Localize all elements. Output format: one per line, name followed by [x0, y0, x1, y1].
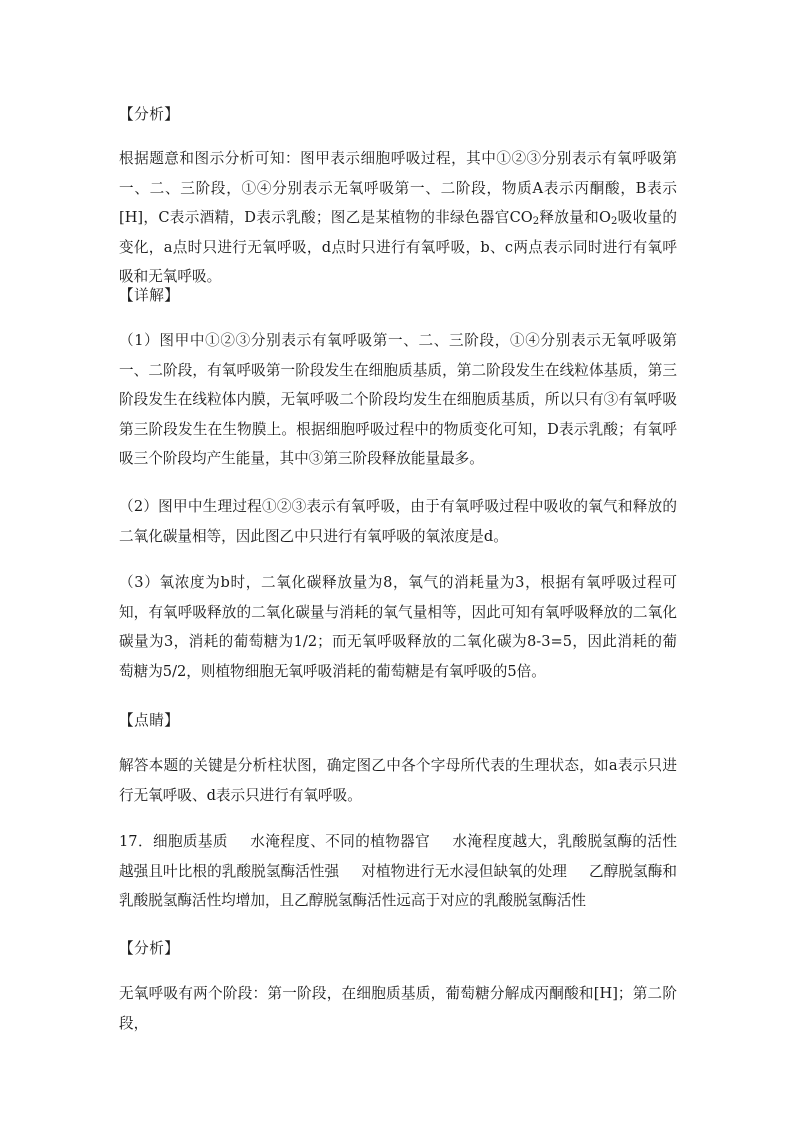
- detail-paragraph-1: （1）图甲中①②③分别表示有氧呼吸第一、二、三阶段，①④分别表示无氧呼吸第一、二阶段，有氧呼吸第一阶段发生在细胞质基质，第二阶段发生在线粒体基质，第三阶段发生在线粒体内膜，无氧呼吸二个阶段均发生在细胞质基质，所以只有③有氧呼吸第三阶段发生在生物膜上。根据细胞呼吸过程中的物质变化可知，D表示乳酸；有氧呼吸三个阶段均产生能量，其中③第三阶段释放能量最多。: [119, 332, 677, 468]
- analysis-text-part: 吸收量的变化，a点时只进行无氧呼吸，d点时只进行有氧呼吸，b、c两点表示同时进行有氧呼吸和无氧呼吸。: [119, 209, 677, 286]
- tips-paragraph: 解答本题的关键是分析柱状图，确定图乙中各个字母所代表的生理状态，如a表示只进行无氧呼吸、d表示只进行有氧呼吸。: [119, 757, 677, 804]
- subscript: 2: [532, 216, 540, 228]
- analysis-paragraph: [119, 144, 677, 292]
- analysis-text-part: 释放量和O: [539, 209, 611, 227]
- detail-paragraph-2: （2）图甲中生理过程①②③表示有氧呼吸，由于有氧呼吸过程中吸收的氧气和释放的二氧化碳量相等，因此图乙中只进行有氧呼吸的氧浓度是d。: [119, 498, 677, 545]
- answer-blank-2: 水淹程度、不同的植物器官: [249, 833, 431, 850]
- answer-blank-1: 细胞质基质: [152, 833, 228, 850]
- question-17-answer: [119, 827, 677, 916]
- analysis-heading-2: 【分析】: [119, 940, 180, 957]
- tips-heading: 【点睛】: [119, 712, 180, 729]
- analysis-paragraph-2: 无氧呼吸有两个阶段：第一阶段，在细胞质基质，葡萄糖分解成丙酮酸和[H]；第二阶段，: [119, 985, 677, 1032]
- analysis-text-part: 根据题意和图示分析可知：图甲表示细胞呼吸过程，其中①②③分别表示有氧呼吸第一、二、三阶段，①④分别表示无氧呼吸第一、二阶段，物质A表示丙酮酸，B表示[H]，C表示酒精，D表示乳酸；图乙是某植物的非绿色器官CO: [119, 150, 677, 227]
- subscript: 2: [611, 216, 618, 228]
- question-number: 17．: [119, 833, 153, 850]
- answer-blank-3: 水淹程度越大，乳酸脱氢酶的活性越强且叶比根的乳酸脱氢酶活性强: [119, 833, 677, 880]
- answer-blank-5: 乙醇脱氢酶和乳酸脱氢酶活性均增加，且乙醇脱氢酶活性远高于对应的乳酸脱氢酶活性: [119, 862, 677, 910]
- detail-paragraph-3: （3）氧浓度为b时，二氧化碳释放量为8，氧气的消耗量为3，根据有氧呼吸过程可知，有氧呼吸释放的二氧化碳量与消耗的氧气量相等，因此可知有氧呼吸释放的二氧化碳量为3，消耗的葡萄糖为1/2；而无氧呼吸释放的二氧化碳为8-3=5，因此消耗的葡萄糖为5/2，则植物细胞无氧呼吸消耗的葡萄糖是有氧呼吸的5倍。: [119, 574, 677, 680]
- analysis-heading: 【分析】: [119, 106, 180, 123]
- detail-heading: 【详解】: [119, 287, 180, 304]
- answer-blank-4: 对植物进行无水浸但缺氧的处理: [361, 862, 567, 880]
